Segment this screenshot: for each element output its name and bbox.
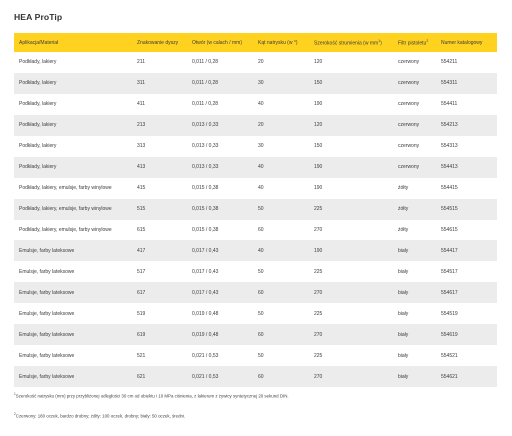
cell-nozzle-marking: 211	[137, 59, 145, 66]
cell-fan-width: 190	[314, 185, 323, 192]
cell-catalog-number: 554521	[441, 352, 458, 359]
cell-catalog-number: 554517	[441, 268, 458, 275]
table-row	[14, 115, 497, 136]
footnote-2: $^2$Czerwony: 180 oczek, bardzo drobny; żółty: 100 oczek, drobny; biały: 50 oczek, średni.	[14, 412, 186, 419]
cell-orifice: 0,013 / 0,33	[192, 122, 219, 129]
header-fan-width: Szerokość strumienia (w $mm^1$)	[314, 38, 382, 47]
cell-catalog-number: 554413	[441, 164, 458, 171]
cell-nozzle-marking: 521	[137, 352, 146, 359]
table-row	[14, 94, 497, 115]
header-application: Aplikacja/Materiał	[19, 39, 59, 46]
cell-nozzle-marking: 517	[137, 268, 146, 275]
cell-spray-angle: 50	[258, 268, 264, 275]
cell-orifice: 0,015 / 0,38	[192, 226, 219, 233]
cell-application: Podkłady, lakiery, emulsje, farby winylowe	[19, 185, 112, 192]
cell-fan-width: 270	[314, 289, 323, 296]
cell-application: Podkłady, lakiery	[19, 101, 57, 108]
cell-gun-filter: czerwony	[398, 122, 420, 129]
table-row	[14, 52, 497, 73]
table-header-row	[14, 33, 497, 52]
nozzle-table	[14, 33, 497, 387]
cell-gun-filter: czerwony	[398, 59, 420, 66]
cell-gun-filter: czerwony	[398, 101, 420, 108]
cell-catalog-number: 554415	[441, 185, 458, 192]
cell-fan-width: 270	[314, 331, 323, 338]
cell-gun-filter: żółty	[398, 226, 409, 233]
table-row	[14, 345, 497, 366]
cell-fan-width: 270	[314, 373, 323, 380]
cell-catalog-number: 554411	[441, 101, 458, 108]
table-row	[14, 178, 497, 199]
table-row	[14, 282, 497, 303]
cell-nozzle-marking: 413	[137, 164, 146, 171]
cell-gun-filter: biały	[398, 352, 409, 359]
cell-gun-filter: biały	[398, 310, 409, 317]
cell-gun-filter: biały	[398, 289, 409, 296]
cell-catalog-number: 554619	[441, 331, 458, 338]
cell-gun-filter: biały	[398, 268, 409, 275]
cell-gun-filter: biały	[398, 331, 409, 338]
cell-application: Podkłady, lakiery	[19, 143, 57, 150]
cell-orifice: 0,011 / 0,28	[192, 80, 219, 87]
cell-application: Podkłady, lakiery	[19, 80, 57, 87]
cell-application: Emulsje, farby lateksowe	[19, 352, 75, 359]
cell-gun-filter: żółty	[398, 185, 409, 192]
cell-nozzle-marking: 515	[137, 206, 146, 213]
cell-fan-width: 150	[314, 80, 323, 87]
cell-spray-angle: 60	[258, 373, 264, 380]
cell-application: Podkłady, lakiery	[19, 59, 57, 66]
cell-catalog-number: 554621	[441, 373, 458, 380]
cell-spray-angle: 50	[258, 310, 264, 317]
cell-catalog-number: 554417	[441, 247, 458, 254]
cell-application: Emulsje, farby lateksowe	[19, 310, 75, 317]
cell-fan-width: 270	[314, 226, 323, 233]
cell-catalog-number: 554213	[441, 122, 458, 129]
cell-orifice: 0,019 / 0,48	[192, 310, 219, 317]
cell-nozzle-marking: 615	[137, 226, 146, 233]
cell-gun-filter: czerwony	[398, 143, 420, 150]
cell-catalog-number: 554313	[441, 143, 458, 150]
table-row	[14, 303, 497, 324]
cell-fan-width: 150	[314, 143, 323, 150]
cell-spray-angle: 30	[258, 80, 264, 87]
cell-orifice: 0,013 / 0,33	[192, 164, 219, 171]
footnotes	[14, 392, 289, 433]
cell-application: Podkłady, lakiery, emulsje, farby winylowe	[19, 226, 112, 233]
cell-nozzle-marking: 411	[137, 101, 145, 108]
cell-nozzle-marking: 519	[137, 310, 146, 317]
cell-spray-angle: 20	[258, 122, 264, 129]
cell-gun-filter: czerwony	[398, 164, 420, 171]
cell-spray-angle: 60	[258, 226, 264, 233]
cell-catalog-number: 554617	[441, 289, 458, 296]
cell-spray-angle: 60	[258, 331, 264, 338]
header-catalog-number: Numer katalogowy	[441, 39, 483, 46]
page-title: HEA ProTip	[14, 12, 63, 22]
header-orifice: Otwór (w calach / mm)	[192, 39, 243, 46]
cell-nozzle-marking: 311	[137, 80, 145, 87]
cell-fan-width: 120	[314, 59, 323, 66]
cell-spray-angle: 30	[258, 143, 264, 150]
table-row	[14, 199, 497, 220]
cell-orifice: 0,021 / 0,53	[192, 352, 219, 359]
cell-orifice: 0,021 / 0,53	[192, 373, 219, 380]
cell-application: Emulsje, farby lateksowe	[19, 373, 75, 380]
cell-spray-angle: 40	[258, 247, 264, 254]
cell-catalog-number: 554311	[441, 80, 458, 87]
cell-orifice: 0,017 / 0,43	[192, 268, 219, 275]
cell-fan-width: 190	[314, 164, 323, 171]
cell-gun-filter: biały	[398, 247, 409, 254]
cell-application: Podkłady, lakiery	[19, 164, 57, 171]
cell-application: Emulsje, farby lateksowe	[19, 268, 75, 275]
cell-catalog-number: 554515	[441, 206, 458, 213]
cell-nozzle-marking: 417	[137, 247, 146, 254]
cell-nozzle-marking: 313	[137, 143, 146, 150]
cell-fan-width: 225	[314, 268, 323, 275]
table-row	[14, 136, 497, 157]
cell-orifice: 0,011 / 0,28	[192, 101, 219, 108]
cell-orifice: 0,015 / 0,38	[192, 185, 219, 192]
cell-catalog-number: 554519	[441, 310, 458, 317]
cell-nozzle-marking: 621	[137, 373, 146, 380]
cell-gun-filter: czerwony	[398, 80, 420, 87]
cell-gun-filter: biały	[398, 373, 409, 380]
cell-orifice: 0,015 / 0,38	[192, 206, 219, 213]
cell-spray-angle: 40	[258, 164, 264, 171]
cell-nozzle-marking: 213	[137, 122, 146, 129]
cell-application: Emulsje, farby lateksowe	[19, 289, 75, 296]
table-row	[14, 157, 497, 178]
cell-fan-width: 225	[314, 206, 323, 213]
cell-catalog-number: 554615	[441, 226, 458, 233]
cell-spray-angle: 50	[258, 352, 264, 359]
cell-fan-width: 190	[314, 101, 323, 108]
cell-spray-angle: 40	[258, 185, 264, 192]
cell-spray-angle: 20	[258, 59, 264, 66]
table-row	[14, 220, 497, 241]
cell-spray-angle: 40	[258, 101, 264, 108]
table-row	[14, 73, 497, 94]
cell-orifice: 0,017 / 0,43	[192, 289, 219, 296]
cell-fan-width: 120	[314, 122, 323, 129]
cell-orifice: 0,017 / 0,43	[192, 247, 219, 254]
cell-nozzle-marking: 415	[137, 185, 146, 192]
header-nozzle-marking: Znakowanie dyszy	[137, 39, 179, 46]
footnote-1: $^1$Szerokość natrysku (mm) przy przybliżonej odległości 30 cm od obiektu i 10 MPa ciśnienia, z lakierem z żywicy syntetycznej 20 sekund DIN.	[14, 392, 289, 399]
cell-application: Podkłady, lakiery, emulsje, farby winylowe	[19, 206, 112, 213]
table-row	[14, 240, 497, 261]
header-spray-angle: Kąt natrysku (w °)	[258, 39, 298, 46]
cell-fan-width: 190	[314, 247, 323, 254]
cell-orifice: 0,011 / 0,28	[192, 59, 219, 66]
table-row	[14, 324, 497, 345]
cell-catalog-number: 554211	[441, 59, 458, 66]
cell-nozzle-marking: 617	[137, 289, 146, 296]
cell-nozzle-marking: 619	[137, 331, 146, 338]
header-gun-filter: Filtr pistoletu$^2$	[398, 38, 429, 47]
table-row	[14, 261, 497, 282]
cell-spray-angle: 60	[258, 289, 264, 296]
cell-application: Emulsje, farby lateksowe	[19, 247, 75, 254]
cell-fan-width: 225	[314, 352, 323, 359]
cell-application: Podkłady, lakiery	[19, 122, 57, 129]
cell-fan-width: 225	[314, 310, 323, 317]
cell-application: Emulsje, farby lateksowe	[19, 331, 75, 338]
cell-gun-filter: żółty	[398, 206, 409, 213]
table-row	[14, 366, 497, 387]
cell-orifice: 0,013 / 0,33	[192, 143, 219, 150]
cell-spray-angle: 50	[258, 206, 264, 213]
cell-orifice: 0,019 / 0,48	[192, 331, 219, 338]
